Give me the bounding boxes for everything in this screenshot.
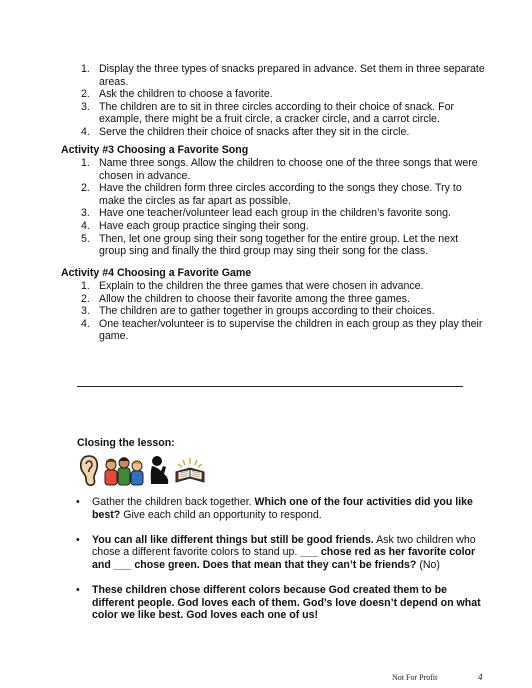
list-item: 3. The children are to sit in three circles according to their choice of snack. For example, there might be a fruit circle, a cracker circle, and a carrot circle. bbox=[81, 100, 455, 126]
list-item: 4. Have each group practice singing their song. bbox=[81, 219, 309, 232]
list-item: 4. One teacher/volunteer is to supervise the children in each group as they play their game. bbox=[81, 317, 483, 343]
horizontal-divider bbox=[77, 386, 463, 387]
bullet-marker: • bbox=[76, 496, 80, 508]
list-item: • Gather the children back together. Which one of the four activities did you like best? Give each child an opportunity to respond. bbox=[76, 496, 473, 521]
ear-icon bbox=[78, 454, 100, 488]
bullet-marker: • bbox=[76, 533, 80, 546]
activity4-heading: Activity #4 Choosing a Favorite Game bbox=[61, 267, 252, 279]
closing-icons bbox=[78, 452, 206, 488]
list-item: 1. Display the three types of snacks prepared in advance. Set them in three separate areas. bbox=[81, 63, 485, 88]
list-item: • These children chose different colors because God created them to be different people. God loves each of them. God’s love doesn’t depend on what color we like best. God loves each one of us! bbox=[76, 584, 481, 622]
praying-child-icon bbox=[148, 454, 172, 488]
list-item: 2. Ask the children to choose a favorite. bbox=[81, 88, 273, 101]
list-item: 3. Have one teacher/volunteer lead each group in the children’s favorite song. bbox=[81, 207, 451, 220]
list-item: 3. The children are to gather together in groups according to their choices. bbox=[81, 305, 435, 318]
list-item: 2. Allow the children to choose their favorite among the three games. bbox=[81, 292, 410, 305]
list-item: 1. Explain to the children the three games that were chosen in advance. bbox=[81, 280, 424, 292]
closing-title: Closing the lesson: bbox=[77, 437, 175, 449]
list-item: 1. Name three songs. Allow the children to choose one of the three songs that were chosen in advance. bbox=[81, 157, 478, 182]
activity3-heading: Activity #3 Choosing a Favorite Song bbox=[61, 144, 249, 156]
bullet-marker: • bbox=[76, 584, 80, 597]
list-item: 4. Serve the children their choice of snacks after they sit in the circle. bbox=[81, 125, 410, 138]
footer-label: Not For Profit bbox=[392, 673, 438, 682]
list-item: • You can all like different things but still be good friends. Ask two children who chose a different favorite colors to stand up. ___ chose red as her favorite color and ___ chose green. Does that mean that they can’t be friends? (No) bbox=[76, 533, 476, 571]
open-bible-icon bbox=[174, 454, 206, 488]
list-item: 5. Then, let one group sing their song together for the entire group. Let the next group sing and finally the third group may sing their song for the class. bbox=[81, 232, 459, 258]
activity2-steps bbox=[77, 63, 487, 139]
page-number: 4 bbox=[478, 672, 483, 682]
activity3-steps bbox=[77, 157, 487, 258]
children-group-icon bbox=[102, 454, 146, 488]
activity4-steps bbox=[77, 280, 487, 343]
list-item: 2. Have the children form three circles according to the songs they chose. Try to make the circles as far apart as possible. bbox=[81, 182, 462, 207]
closing-bullets bbox=[76, 496, 486, 635]
